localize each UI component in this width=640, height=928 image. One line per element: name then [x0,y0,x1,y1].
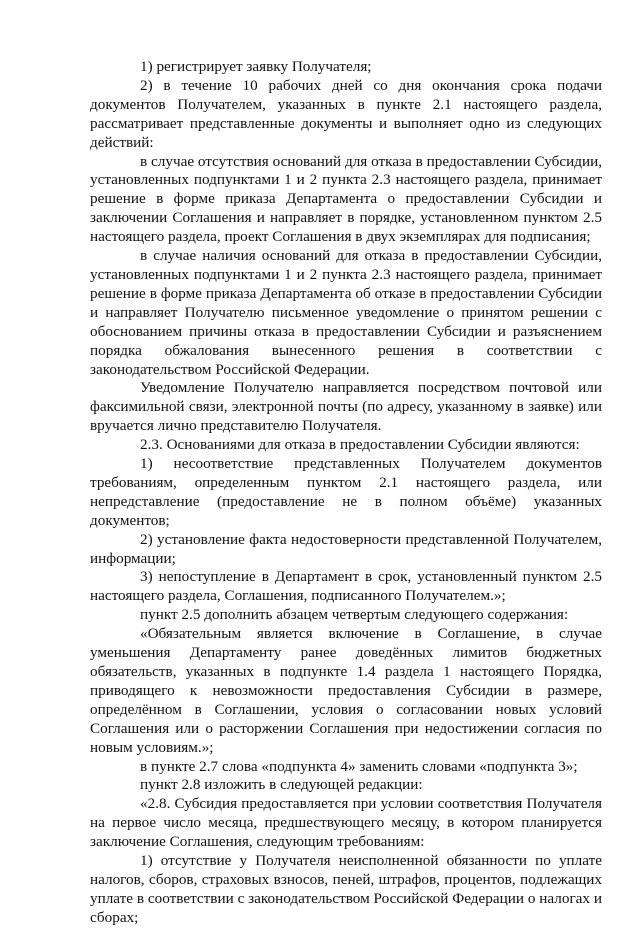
paragraph-14: «2.8. Субсидия предоставляется при условии соответствия Получателя на первое число месяца, предшествующего месяцу, в котором планируется заключение Соглашения, следующим требованиям: [90,795,602,851]
paragraph-13: пункт 2.8 изложить в следующей редакции: [140,776,423,794]
paragraph-4: в случае наличия оснований для отказа в предоставлении Субсидии, установленных подпунктами 1 и 2 пункта 2.3 настоящего раздела, принимает решение в форме приказа Департамента об отказе в предоставлении Субсидии и направляет Получателю письменное уведомление о принятом решении с обоснованием причины отказа в предоставлении Субсидии и разъяснением порядка обжалования вынесенного решения в соответствии с законодательством Российской Федерации. [90,247,602,378]
paragraph-3: в случае отсутствия оснований для отказа в предоставлении Субсидии, установленных подпунктами 1 и 2 пункта 2.3 настоящего раздела, принимает решение в форме приказа Департамента о предоставлении Субсидии и заключении Соглашения и направляет в порядке, установленном пунктом 2.5 настоящего раздела, проект Соглашения в двух экземплярах для подписания; [90,152,602,246]
paragraph-9: 3) непоступление в Департамент в срок, установленный пунктом 2.5 настоящего раздела, Соглашения, подписанного Получателем.»; [90,568,602,605]
paragraph-15: 1) отсутствие у Получателя неисполненной обязанности по уплате налогов, сборов, страховых взносов, пеней, штрафов, процентов, подлежащих уплате в соответствии с законодательством Российской Федерации о налогах и сборах; [90,852,602,926]
paragraph-1: 1) регистрирует заявку Получателя; [140,58,372,75]
paragraph-8: 2) установление факта недостоверности представленной Получателем, информации; [90,530,602,567]
paragraph-10: пункт 2.5 дополнить абзацем четвертым следующего содержания: [140,606,569,624]
document-page [90,58,602,928]
paragraph-11: «Обязательным является включение в Соглашение, в случае уменьшения Департаменту ранее доведённых лимитов бюджетных обязательств, указанных в подпункте 1.4 раздела 1 настоящего Порядка, приводящего к невозможности предоставления Субсидии в размере, определённом в Соглашении, условия о согласовании новых условий Соглашения или о расторжении Соглашения при недостижении согласия по новым условиям.»; [90,625,602,756]
paragraph-7: 1) несоответствие представленных Получателем документов требованиям, определенным пунктом 2.1 настоящего раздела, или непредставление (предоставление не в полном объёме) указанных документов; [90,455,602,529]
paragraph-2: 2) в течение 10 рабочих дней со дня окончания срока подачи документов Получателем, указанных в пункте 2.1 настоящего раздела, рассматривает представленные документы и выполняет одно из следующих действий: [90,76,602,151]
paragraph-6: 2.3. Основаниями для отказа в предоставлении Субсидии являются: [140,436,580,454]
paragraph-5: Уведомление Получателю направляется посредством почтовой или факсимильной связи, электронной почты (по адресу, указанному в заявке) или вручается лично представителю Получателя. [90,379,602,435]
paragraph-12: в пункте 2.7 слова «подпункта 4» заменить словами «подпункта 3»; [140,757,578,775]
